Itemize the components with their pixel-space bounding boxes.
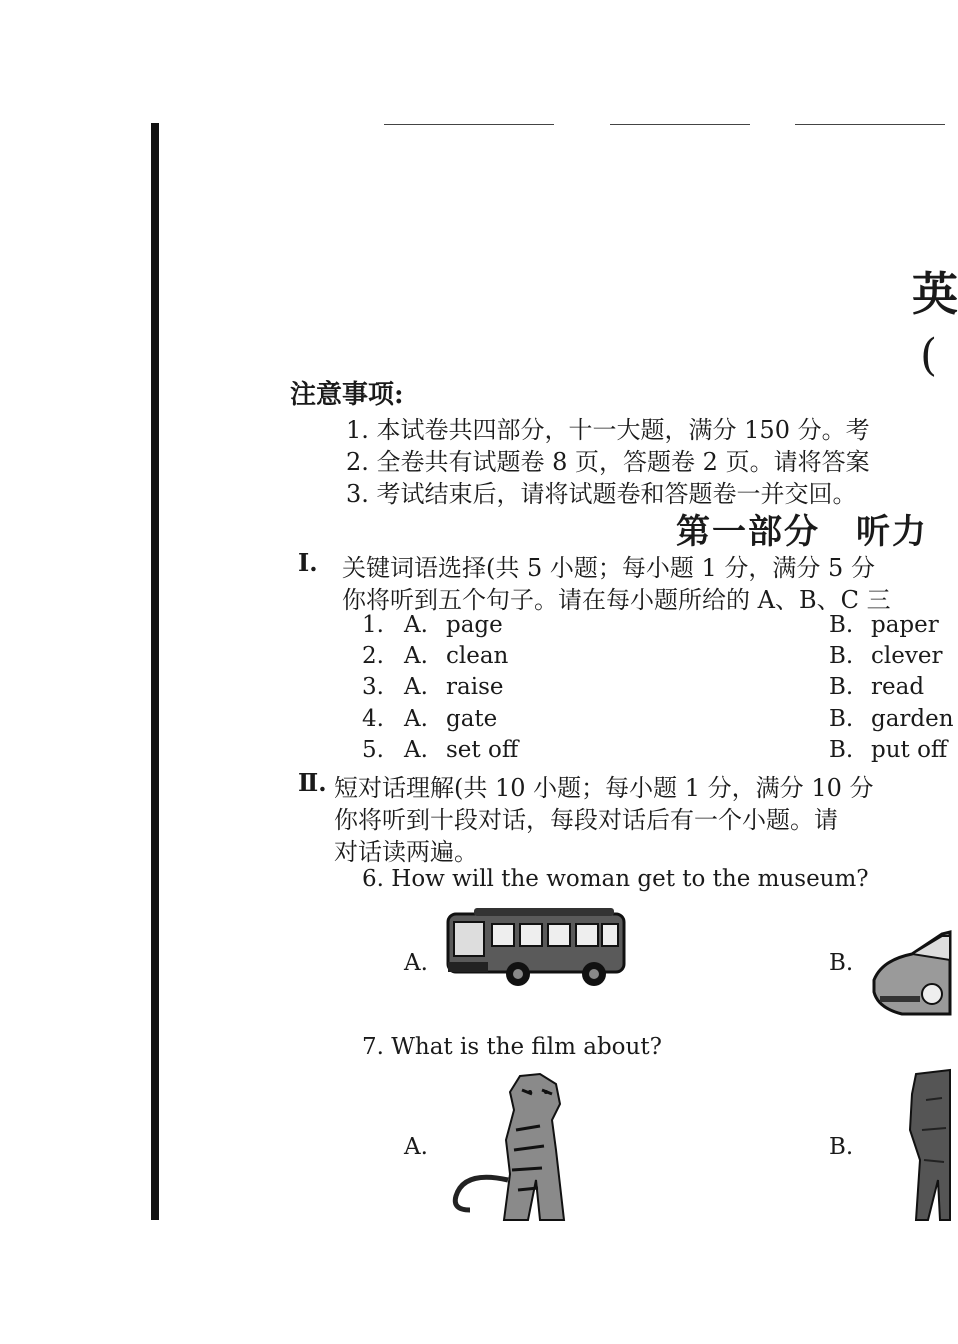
notice-item-1: 1. 本试卷共四部分，十一大题，满分 150 分。考 — [346, 416, 870, 444]
q4-a-label: A. — [404, 706, 428, 732]
elephant-icon — [906, 1070, 950, 1220]
q1-b-label: B. — [829, 612, 854, 638]
notice-item-3: 3. 考试结束后，请将试题卷和答题卷一并交回。 — [346, 480, 857, 508]
part1-title: 第一部分 听力 — [676, 512, 928, 552]
q5-number: 5. — [362, 737, 384, 763]
q3-b-label: B. — [829, 674, 854, 700]
section1-number: Ⅰ. — [298, 548, 318, 577]
notice-item-2: 2. 全卷共有试题卷 8 页，答题卷 2 页。请将答案 — [346, 448, 870, 476]
section2-title: 短对话理解(共 10 小题；每小题 1 分，满分 10 分 — [334, 774, 874, 802]
q7-a-label: A. — [404, 1134, 428, 1160]
q5-option-a: set off — [446, 737, 519, 763]
q5-option-b: put off — [871, 737, 948, 763]
q6-a-label: A. — [404, 950, 428, 976]
section1-title: 关键词语选择(共 5 小题；每小题 1 分，满分 5 分 — [342, 554, 875, 582]
section1-instruction: 你将听到五个句子。请在每小题所给的 A、B、C 三 — [342, 586, 891, 614]
q2-option-a: clean — [446, 643, 509, 669]
top-rule-right — [795, 124, 945, 125]
q5-b-label: B. — [829, 737, 854, 763]
q1-option-a: page — [446, 612, 503, 638]
q4-number: 4. — [362, 706, 384, 732]
q7-text: 7. What is the film about? — [362, 1034, 662, 1060]
q3-option-a: raise — [446, 674, 504, 700]
q2-number: 2. — [362, 643, 384, 669]
q4-b-label: B. — [829, 706, 854, 732]
q2-option-b: clever — [871, 643, 943, 669]
notice-heading: 注意事项: — [290, 380, 404, 410]
q7-b-label: B. — [829, 1134, 854, 1160]
q5-a-label: A. — [404, 737, 428, 763]
q1-number: 1. — [362, 612, 384, 638]
q3-a-label: A. — [404, 674, 428, 700]
tiger-icon — [444, 1070, 584, 1220]
top-rule-mid — [610, 124, 750, 125]
q3-option-b: read — [871, 674, 925, 700]
q1-option-b: paper — [871, 612, 939, 638]
top-rule-left — [384, 124, 554, 125]
section2-instruction-2: 对话读两遍。 — [334, 838, 478, 866]
exam-subtitle: ( — [920, 330, 938, 381]
q2-b-label: B. — [829, 643, 854, 669]
q2-a-label: A. — [404, 643, 428, 669]
bus-icon — [444, 906, 630, 990]
car-icon — [872, 930, 950, 1016]
exam-title: 英 — [912, 267, 958, 321]
q6-text: 6. How will the woman get to the museum? — [362, 866, 869, 892]
q4-option-b: garden — [871, 706, 954, 732]
section2-instruction-1: 你将听到十段对话，每段对话后有一个小题。请 — [334, 806, 838, 834]
scan-binding-edge — [151, 123, 159, 1220]
q1-a-label: A. — [404, 612, 428, 638]
q4-option-a: gate — [446, 706, 498, 732]
q6-b-label: B. — [829, 950, 854, 976]
q3-number: 3. — [362, 674, 384, 700]
section2-number: Ⅱ. — [298, 768, 327, 797]
